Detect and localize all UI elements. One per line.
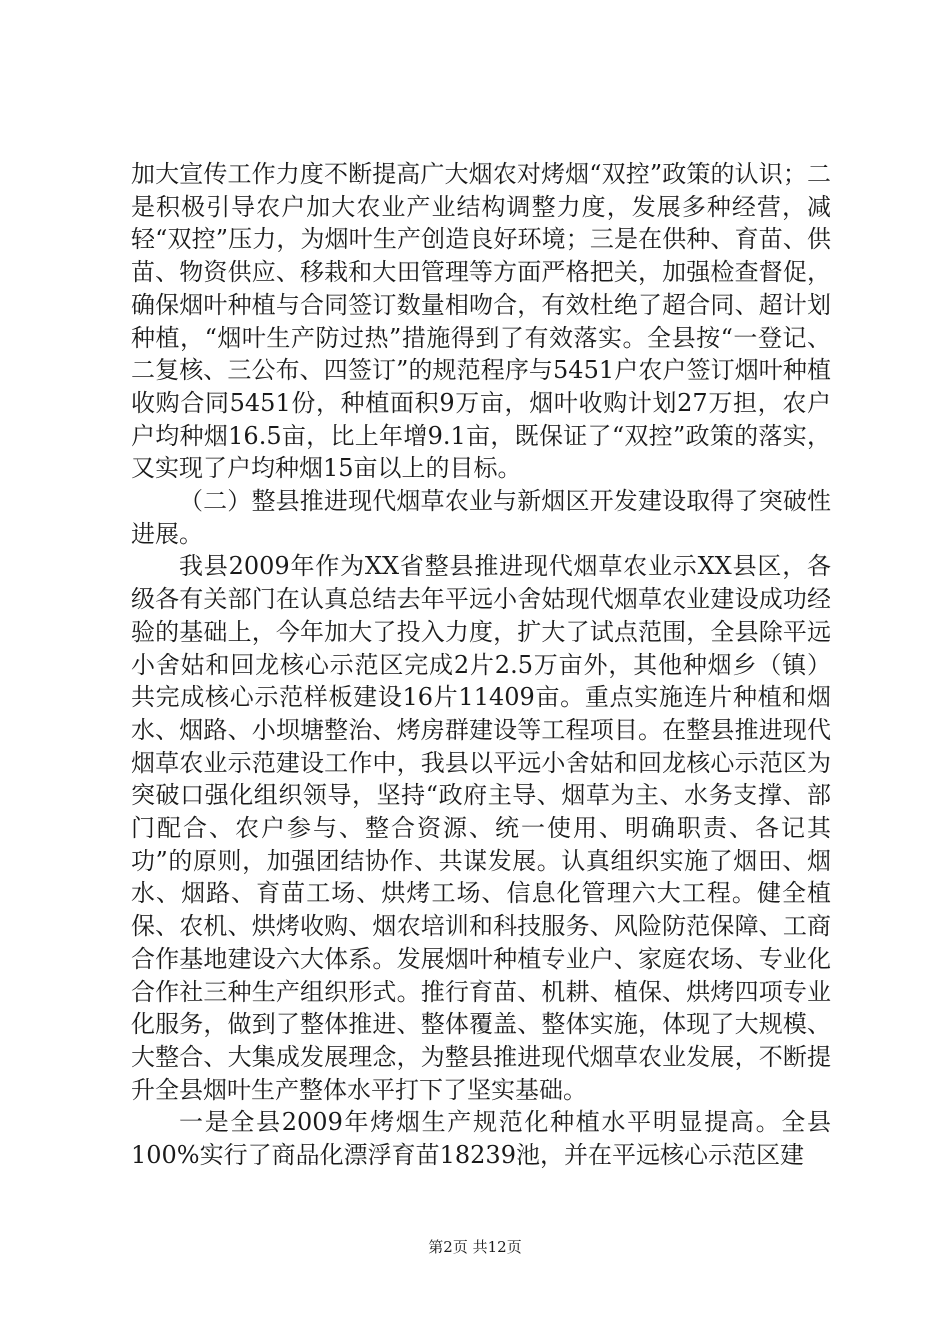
paragraph: 一是全县2009年烤烟生产规范化种植水平明显提高。全县100%实行了商品化漂浮育苗18239池，并在平远核心示范区建 xyxy=(131,1108,831,1170)
document-body xyxy=(131,158,831,1172)
paragraph-continued: 加大宣传工作力度不断提高广大烟农对烤烟“双控”政策的认识；二是积极引导农户加大农业产业结构调整力度，发展多种经营，减轻“双控”压力，为烟叶生产创造良好环境；三是在供种、育苗、供苗、物资供应、移栽和大田管理等方面严格把关，加强检查督促，确保烟叶种植与合同签订数量相吻合，有效杜绝了超合同、超计划种植，“烟叶生产防过热”措施得到了有效落实。全县按“一登记、二复核、三公布、四签订”的规范程序与5451户农户签订烟叶种植收购合同5451份，种植面积9万亩，烟叶收购计划27万担，农户户均种烟16.5亩，比上年增9.1亩，既保证了“双控”政策的落实，又实现了户均种烟15亩以上的目标。 xyxy=(131,160,831,483)
page-number-footer: 第2页 共12页 xyxy=(428,1238,522,1256)
section-heading-2: （二）整县推进现代烟草农业与新烟区开发建设取得了突破性进展。 xyxy=(131,487,831,548)
paragraph: 我县2009年作为XX省整县推进现代烟草农业示XX县区，各级各有关部门在认真总结去年平远小舍姑现代烟草农业建设成功经验的基础上，今年加大了投入力度，扩大了试点范围，全县除平远小舍姑和回龙核心示范区完成2片2.5万亩外，其他种烟乡（镇）共完成核心示范样板建设16片11409亩。重点实施连片种植和烟水、烟路、小坝塘整治、烤房群建设等工程项目。在整县推进现代烟草农业示范建设工作中，我县以平远小舍姑和回龙核心示范区为突破口强化组织领导，坚持“政府主导、烟草为主、水务支撑、部门配合、农户参与、整合资源、统一使用、明确职责、各记其功”的原则，加强团结协作、共谋发展。认真组织实施了烟田、烟水、烟路、育苗工场、烘烤工场、信息化管理六大工程。健全植保、农机、烘烤收购、烟农培训和科技服务、风险防范保障、工商合作基地建设六大体系。发展烟叶种植专业户、家庭农场、专业化合作社三种生产组织形式。推行育苗、机耕、植保、烘烤四项专业化服务，做到了整体推进、整体覆盖、整体实施，体现了大规模、大整合、大集成发展理念，为整县推进现代烟草农业发展，不断提升全县烟叶生产整体水平打下了坚实基础。 xyxy=(131,552,831,1104)
